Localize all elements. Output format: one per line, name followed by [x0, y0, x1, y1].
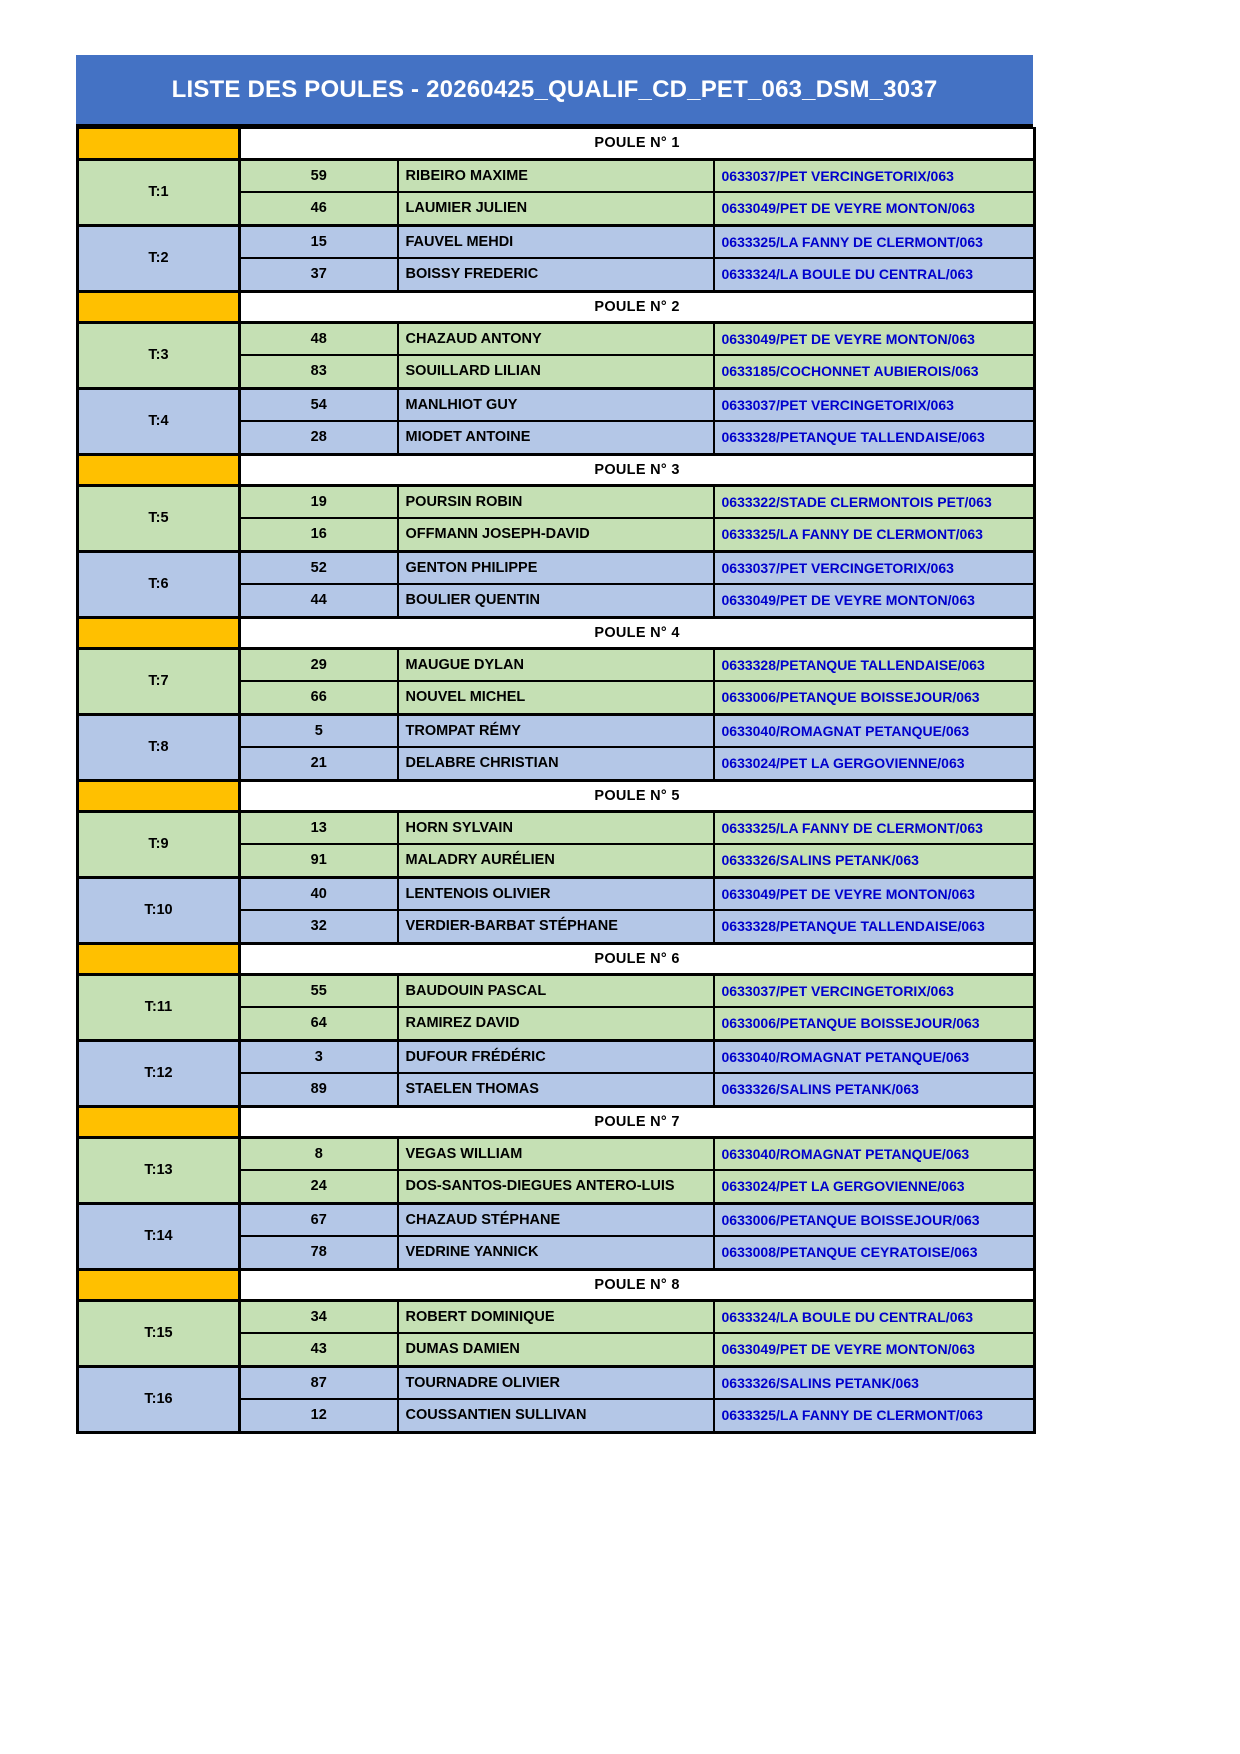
- player-number-cell: 89: [240, 1073, 398, 1106]
- team-label-cell: T:2: [78, 225, 240, 291]
- poule-header-row: [78, 128, 1035, 159]
- player-number-cell: 67: [240, 1203, 398, 1236]
- player-club-cell: 0633037/PET VERCINGETORIX/063: [714, 974, 1035, 1007]
- team-label-cell: T:8: [78, 714, 240, 780]
- player-club-cell: 0633325/LA FANNY DE CLERMONT/063: [714, 1399, 1035, 1432]
- player-name-cell: COUSSANTIEN SULLIVAN: [398, 1399, 714, 1432]
- player-club-cell: 0633037/PET VERCINGETORIX/063: [714, 551, 1035, 584]
- player-row: [78, 1366, 1035, 1399]
- player-name-cell: BAUDOUIN PASCAL: [398, 974, 714, 1007]
- player-name-cell: NOUVEL MICHEL: [398, 681, 714, 714]
- player-number-cell: 59: [240, 159, 398, 192]
- player-name-cell: HORN SYLVAIN: [398, 811, 714, 844]
- player-number-cell: 32: [240, 910, 398, 943]
- player-number-cell: 24: [240, 1170, 398, 1203]
- player-club-cell: 0633326/SALINS PETANK/063: [714, 1073, 1035, 1106]
- player-number-cell: 83: [240, 355, 398, 388]
- player-number-cell: 66: [240, 681, 398, 714]
- poule-marker: [78, 454, 240, 485]
- player-number-cell: 28: [240, 421, 398, 454]
- player-number-cell: 16: [240, 518, 398, 551]
- team-label-cell: T:9: [78, 811, 240, 877]
- player-number-cell: 12: [240, 1399, 398, 1432]
- player-number-cell: 46: [240, 192, 398, 225]
- player-club-cell: 0633328/PETANQUE TALLENDAISE/063: [714, 910, 1035, 943]
- player-number-cell: 19: [240, 485, 398, 518]
- player-name-cell: ROBERT DOMINIQUE: [398, 1300, 714, 1333]
- player-number-cell: 37: [240, 258, 398, 291]
- poule-label: POULE N° 5: [240, 780, 1035, 811]
- poule-header-row: [78, 291, 1035, 322]
- player-club-cell: 0633040/ROMAGNAT PETANQUE/063: [714, 1040, 1035, 1073]
- player-row: [78, 1300, 1035, 1333]
- poule-label: POULE N° 6: [240, 943, 1035, 974]
- player-name-cell: SOUILLARD LILIAN: [398, 355, 714, 388]
- team-label-cell: T:13: [78, 1137, 240, 1203]
- player-row: [78, 322, 1035, 355]
- player-name-cell: RIBEIRO MAXIME: [398, 159, 714, 192]
- poule-label: POULE N° 1: [240, 128, 1035, 159]
- player-name-cell: VEGAS WILLIAM: [398, 1137, 714, 1170]
- poule-header-row: [78, 454, 1035, 485]
- team-label-cell: T:7: [78, 648, 240, 714]
- poule-label: POULE N° 8: [240, 1269, 1035, 1300]
- player-number-cell: 29: [240, 648, 398, 681]
- player-name-cell: STAELEN THOMAS: [398, 1073, 714, 1106]
- poule-label: POULE N° 3: [240, 454, 1035, 485]
- player-name-cell: VERDIER-BARBAT STÉPHANE: [398, 910, 714, 943]
- player-name-cell: DOS-SANTOS-DIEGUES ANTERO-LUIS: [398, 1170, 714, 1203]
- player-club-cell: 0633328/PETANQUE TALLENDAISE/063: [714, 648, 1035, 681]
- player-number-cell: 48: [240, 322, 398, 355]
- player-name-cell: TOURNADRE OLIVIER: [398, 1366, 714, 1399]
- player-club-cell: 0633024/PET LA GERGOVIENNE/063: [714, 1170, 1035, 1203]
- poule-marker: [78, 617, 240, 648]
- team-label-cell: T:3: [78, 322, 240, 388]
- poule-marker: [78, 128, 240, 159]
- player-name-cell: OFFMANN JOSEPH-DAVID: [398, 518, 714, 551]
- player-name-cell: FAUVEL MEHDI: [398, 225, 714, 258]
- player-name-cell: DELABRE CHRISTIAN: [398, 747, 714, 780]
- player-number-cell: 21: [240, 747, 398, 780]
- poule-header-row: [78, 1106, 1035, 1137]
- team-label-cell: T:6: [78, 551, 240, 617]
- player-name-cell: BOULIER QUENTIN: [398, 584, 714, 617]
- team-label-cell: T:15: [78, 1300, 240, 1366]
- team-label-cell: T:14: [78, 1203, 240, 1269]
- player-row: [78, 1203, 1035, 1236]
- player-club-cell: 0633037/PET VERCINGETORIX/063: [714, 159, 1035, 192]
- player-row: [78, 811, 1035, 844]
- player-name-cell: DUMAS DAMIEN: [398, 1333, 714, 1366]
- player-club-cell: 0633006/PETANQUE BOISSEJOUR/063: [714, 681, 1035, 714]
- player-club-cell: 0633049/PET DE VEYRE MONTON/063: [714, 877, 1035, 910]
- poule-header-row: [78, 780, 1035, 811]
- player-number-cell: 15: [240, 225, 398, 258]
- player-row: [78, 485, 1035, 518]
- player-number-cell: 5: [240, 714, 398, 747]
- player-number-cell: 8: [240, 1137, 398, 1170]
- player-number-cell: 44: [240, 584, 398, 617]
- player-name-cell: MIODET ANTOINE: [398, 421, 714, 454]
- poule-header-row: [78, 617, 1035, 648]
- team-label-cell: T:10: [78, 877, 240, 943]
- player-name-cell: VEDRINE YANNICK: [398, 1236, 714, 1269]
- player-number-cell: 3: [240, 1040, 398, 1073]
- poules-table-body: [78, 128, 1035, 1432]
- player-row: [78, 225, 1035, 258]
- player-row: [78, 388, 1035, 421]
- poules-table: [76, 127, 1036, 1434]
- player-number-cell: 55: [240, 974, 398, 1007]
- player-club-cell: 0633322/STADE CLERMONTOIS PET/063: [714, 485, 1035, 518]
- player-row: [78, 1137, 1035, 1170]
- player-number-cell: 43: [240, 1333, 398, 1366]
- team-label-cell: T:1: [78, 159, 240, 225]
- poule-label: POULE N° 4: [240, 617, 1035, 648]
- poule-marker: [78, 943, 240, 974]
- player-number-cell: 13: [240, 811, 398, 844]
- player-club-cell: 0633006/PETANQUE BOISSEJOUR/063: [714, 1203, 1035, 1236]
- player-row: [78, 714, 1035, 747]
- player-number-cell: 87: [240, 1366, 398, 1399]
- player-number-cell: 40: [240, 877, 398, 910]
- poule-marker: [78, 291, 240, 322]
- player-row: [78, 551, 1035, 584]
- player-name-cell: TROMPAT RÉMY: [398, 714, 714, 747]
- player-club-cell: 0633049/PET DE VEYRE MONTON/063: [714, 584, 1035, 617]
- player-club-cell: 0633324/LA BOULE DU CENTRAL/063: [714, 1300, 1035, 1333]
- poule-label: POULE N° 7: [240, 1106, 1035, 1137]
- player-name-cell: GENTON PHILIPPE: [398, 551, 714, 584]
- player-club-cell: 0633006/PETANQUE BOISSEJOUR/063: [714, 1007, 1035, 1040]
- poule-header-row: [78, 943, 1035, 974]
- player-club-cell: 0633049/PET DE VEYRE MONTON/063: [714, 1333, 1035, 1366]
- player-number-cell: 91: [240, 844, 398, 877]
- player-name-cell: CHAZAUD STÉPHANE: [398, 1203, 714, 1236]
- player-name-cell: MAUGUE DYLAN: [398, 648, 714, 681]
- poules-sheet: [76, 55, 1033, 1434]
- poule-label: POULE N° 2: [240, 291, 1035, 322]
- player-name-cell: RAMIREZ DAVID: [398, 1007, 714, 1040]
- player-number-cell: 34: [240, 1300, 398, 1333]
- player-name-cell: CHAZAUD ANTONY: [398, 322, 714, 355]
- poule-marker: [78, 1106, 240, 1137]
- player-club-cell: 0633049/PET DE VEYRE MONTON/063: [714, 322, 1035, 355]
- player-club-cell: 0633037/PET VERCINGETORIX/063: [714, 388, 1035, 421]
- player-row: [78, 648, 1035, 681]
- player-row: [78, 974, 1035, 1007]
- player-row: [78, 1040, 1035, 1073]
- poule-marker: [78, 780, 240, 811]
- player-club-cell: 0633328/PETANQUE TALLENDAISE/063: [714, 421, 1035, 454]
- player-club-cell: 0633040/ROMAGNAT PETANQUE/063: [714, 714, 1035, 747]
- player-name-cell: MANLHIOT GUY: [398, 388, 714, 421]
- player-club-cell: 0633008/PETANQUE CEYRATOISE/063: [714, 1236, 1035, 1269]
- player-club-cell: 0633040/ROMAGNAT PETANQUE/063: [714, 1137, 1035, 1170]
- player-name-cell: POURSIN ROBIN: [398, 485, 714, 518]
- player-name-cell: MALADRY AURÉLIEN: [398, 844, 714, 877]
- player-club-cell: 0633326/SALINS PETANK/063: [714, 844, 1035, 877]
- player-club-cell: 0633325/LA FANNY DE CLERMONT/063: [714, 811, 1035, 844]
- poule-marker: [78, 1269, 240, 1300]
- player-name-cell: DUFOUR FRÉDÉRIC: [398, 1040, 714, 1073]
- player-row: [78, 877, 1035, 910]
- player-row: [78, 159, 1035, 192]
- team-label-cell: T:5: [78, 485, 240, 551]
- player-club-cell: 0633185/COCHONNET AUBIEROIS/063: [714, 355, 1035, 388]
- player-number-cell: 78: [240, 1236, 398, 1269]
- team-label-cell: T:4: [78, 388, 240, 454]
- player-club-cell: 0633325/LA FANNY DE CLERMONT/063: [714, 225, 1035, 258]
- player-number-cell: 64: [240, 1007, 398, 1040]
- player-number-cell: 52: [240, 551, 398, 584]
- player-club-cell: 0633326/SALINS PETANK/063: [714, 1366, 1035, 1399]
- player-name-cell: LENTENOIS OLIVIER: [398, 877, 714, 910]
- player-name-cell: BOISSY FREDERIC: [398, 258, 714, 291]
- player-club-cell: 0633049/PET DE VEYRE MONTON/063: [714, 192, 1035, 225]
- player-club-cell: 0633325/LA FANNY DE CLERMONT/063: [714, 518, 1035, 551]
- team-label-cell: T:12: [78, 1040, 240, 1106]
- player-club-cell: 0633324/LA BOULE DU CENTRAL/063: [714, 258, 1035, 291]
- page-title: LISTE DES POULES - 20260425_QUALIF_CD_PET_063_DSM_3037: [76, 55, 1033, 127]
- team-label-cell: T:11: [78, 974, 240, 1040]
- player-club-cell: 0633024/PET LA GERGOVIENNE/063: [714, 747, 1035, 780]
- poule-header-row: [78, 1269, 1035, 1300]
- team-label-cell: T:16: [78, 1366, 240, 1432]
- player-number-cell: 54: [240, 388, 398, 421]
- player-name-cell: LAUMIER JULIEN: [398, 192, 714, 225]
